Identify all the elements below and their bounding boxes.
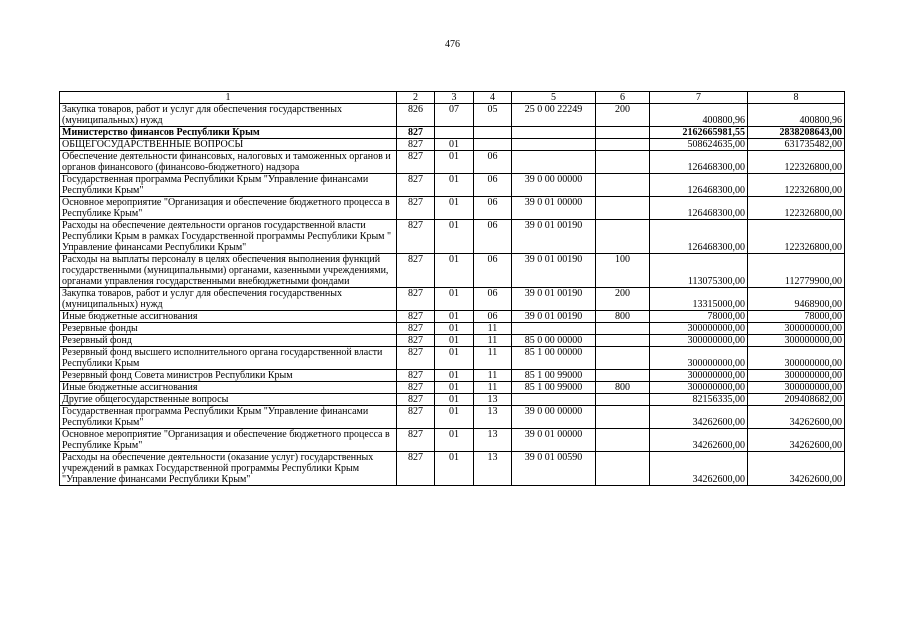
row-target-article-cell: 85 1 00 00000 (512, 347, 596, 370)
row-amount-year1-cell: 34262600,00 (650, 429, 748, 452)
row-amount-year2-cell: 122326800,00 (748, 197, 845, 220)
row-ministry-code-cell: 826 (397, 104, 435, 127)
row-expense-type-cell (596, 347, 650, 370)
row-name-cell: Резервный фонд высшего исполнительного органа государственной власти Республики Крым (60, 347, 397, 370)
row-expense-type-cell (596, 406, 650, 429)
row-expense-type-cell (596, 151, 650, 174)
table-row (60, 394, 845, 406)
row-ministry-code-cell: 827 (397, 347, 435, 370)
row-name-cell: Резервные фонды (60, 323, 397, 335)
table-row (60, 288, 845, 311)
row-section-cell: 01 (435, 394, 474, 406)
row-section-cell: 01 (435, 370, 474, 382)
row-target-article-cell: 39 0 01 00000 (512, 429, 596, 452)
row-ministry-code-cell: 827 (397, 323, 435, 335)
header-cell-6: 6 (596, 92, 650, 104)
table-row (60, 452, 845, 486)
row-expense-type-cell (596, 197, 650, 220)
row-expense-type-cell (596, 139, 650, 151)
header-cell-7: 7 (650, 92, 748, 104)
row-ministry-code-cell: 827 (397, 406, 435, 429)
row-ministry-code-cell: 827 (397, 370, 435, 382)
row-ministry-code-cell: 827 (397, 311, 435, 323)
row-amount-year1-cell: 300000000,00 (650, 323, 748, 335)
row-target-article-cell: 85 0 00 00000 (512, 335, 596, 347)
row-amount-year2-cell: 78000,00 (748, 311, 845, 323)
row-ministry-code-cell: 827 (397, 139, 435, 151)
row-ministry-code-cell: 827 (397, 127, 435, 139)
row-subsection-cell: 06 (474, 288, 512, 311)
row-name-cell: Расходы на обеспечение деятельности органов государственной власти Республики Крым в рамках Государственной программы Республики Крым " Управление финансами Республики Крым" (60, 220, 397, 254)
row-amount-year2-cell: 112779900,00 (748, 254, 845, 288)
row-name-cell: Основное мероприятие "Организация и обеспечение бюджетного процесса в Республике Крым" (60, 197, 397, 220)
row-target-article-cell: 39 0 01 00190 (512, 254, 596, 288)
row-section-cell: 01 (435, 254, 474, 288)
row-subsection-cell: 06 (474, 174, 512, 197)
row-target-article-cell: 39 0 01 00000 (512, 197, 596, 220)
row-expense-type-cell (596, 429, 650, 452)
row-section-cell (435, 127, 474, 139)
row-amount-year1-cell: 126468300,00 (650, 197, 748, 220)
row-target-article-cell: 39 0 01 00190 (512, 220, 596, 254)
table-row (60, 347, 845, 370)
row-name-cell: Обеспечение деятельности финансовых, налоговых и таможенных органов и органов финансового (финансово-бюджетного) надзора (60, 151, 397, 174)
table-row (60, 311, 845, 323)
row-amount-year2-cell: 122326800,00 (748, 151, 845, 174)
row-ministry-code-cell: 827 (397, 288, 435, 311)
row-subsection-cell: 13 (474, 394, 512, 406)
row-target-article-cell: 39 0 00 00000 (512, 174, 596, 197)
row-name-cell: Резервный фонд Совета министров Республики Крым (60, 370, 397, 382)
table-body (60, 92, 845, 486)
row-expense-type-cell: 200 (596, 288, 650, 311)
row-subsection-cell: 06 (474, 197, 512, 220)
row-subsection-cell (474, 127, 512, 139)
page-number: 476 (445, 39, 460, 50)
row-subsection-cell: 13 (474, 452, 512, 486)
header-cell-1: 1 (60, 92, 397, 104)
row-ministry-code-cell: 827 (397, 220, 435, 254)
row-target-article-cell: 39 0 01 00190 (512, 288, 596, 311)
row-amount-year1-cell: 126468300,00 (650, 174, 748, 197)
header-cell-5: 5 (512, 92, 596, 104)
row-expense-type-cell (596, 220, 650, 254)
table-row (60, 174, 845, 197)
row-target-article-cell: 39 0 01 00190 (512, 311, 596, 323)
row-subsection-cell: 11 (474, 323, 512, 335)
row-amount-year2-cell: 34262600,00 (748, 429, 845, 452)
row-subsection-cell: 06 (474, 151, 512, 174)
row-subsection-cell: 06 (474, 220, 512, 254)
row-section-cell: 07 (435, 104, 474, 127)
row-target-article-cell: 39 0 00 00000 (512, 406, 596, 429)
row-target-article-cell (512, 127, 596, 139)
row-subsection-cell: 11 (474, 347, 512, 370)
row-expense-type-cell: 200 (596, 104, 650, 127)
row-amount-year2-cell: 631735482,00 (748, 139, 845, 151)
table-row (60, 104, 845, 127)
row-ministry-code-cell: 827 (397, 197, 435, 220)
table-row (60, 382, 845, 394)
row-amount-year1-cell: 300000000,00 (650, 335, 748, 347)
table-row (60, 151, 845, 174)
row-target-article-cell (512, 323, 596, 335)
row-target-article-cell (512, 139, 596, 151)
row-name-cell: Государственная программа Республики Крым "Управление финансами Республики Крым" (60, 174, 397, 197)
header-cell-8: 8 (748, 92, 845, 104)
header-cell-2: 2 (397, 92, 435, 104)
row-section-cell: 01 (435, 335, 474, 347)
row-section-cell: 01 (435, 174, 474, 197)
row-section-cell: 01 (435, 311, 474, 323)
row-section-cell: 01 (435, 429, 474, 452)
row-ministry-code-cell: 827 (397, 335, 435, 347)
row-amount-year1-cell: 34262600,00 (650, 406, 748, 429)
row-subsection-cell: 11 (474, 370, 512, 382)
row-expense-type-cell (596, 174, 650, 197)
row-section-cell: 01 (435, 220, 474, 254)
table-row (60, 323, 845, 335)
row-amount-year1-cell: 400800,96 (650, 104, 748, 127)
row-subsection-cell: 13 (474, 406, 512, 429)
row-subsection-cell: 11 (474, 382, 512, 394)
row-name-cell: Иные бюджетные ассигнования (60, 311, 397, 323)
row-subsection-cell: 11 (474, 335, 512, 347)
row-amount-year1-cell: 34262600,00 (650, 452, 748, 486)
row-target-article-cell: 85 1 00 99000 (512, 382, 596, 394)
row-name-cell: Закупка товаров, работ и услуг для обеспечения государственных (муниципальных) нужд (60, 288, 397, 311)
row-name-cell: Расходы на выплаты персоналу в целях обеспечения выполнения функций государственными (муниципальными) органами, казенными учреждениями, органами управления государственными внебюджетными фондами (60, 254, 397, 288)
row-ministry-code-cell: 827 (397, 452, 435, 486)
row-expense-type-cell (596, 335, 650, 347)
row-expense-type-cell: 100 (596, 254, 650, 288)
row-amount-year2-cell: 300000000,00 (748, 335, 845, 347)
table-row (60, 370, 845, 382)
table-row (60, 335, 845, 347)
row-ministry-code-cell: 827 (397, 429, 435, 452)
row-section-cell: 01 (435, 323, 474, 335)
row-ministry-code-cell: 827 (397, 382, 435, 394)
row-target-article-cell (512, 394, 596, 406)
row-amount-year2-cell: 122326800,00 (748, 220, 845, 254)
table-row (60, 220, 845, 254)
header-cell-4: 4 (474, 92, 512, 104)
row-amount-year2-cell: 400800,96 (748, 104, 845, 127)
row-name-cell: ОБЩЕГОСУДАРСТВЕННЫЕ ВОПРОСЫ (60, 139, 397, 151)
row-amount-year1-cell: 508624635,00 (650, 139, 748, 151)
row-target-article-cell: 25 0 00 22249 (512, 104, 596, 127)
row-section-cell: 01 (435, 347, 474, 370)
table-row (60, 139, 845, 151)
row-amount-year2-cell: 300000000,00 (748, 370, 845, 382)
row-amount-year1-cell: 300000000,00 (650, 370, 748, 382)
table-row (60, 406, 845, 429)
row-target-article-cell: 85 1 00 99000 (512, 370, 596, 382)
row-name-cell: Другие общегосударственные вопросы (60, 394, 397, 406)
row-amount-year2-cell: 300000000,00 (748, 323, 845, 335)
row-subsection-cell: 05 (474, 104, 512, 127)
row-expense-type-cell (596, 394, 650, 406)
row-amount-year1-cell: 300000000,00 (650, 347, 748, 370)
row-amount-year2-cell: 300000000,00 (748, 382, 845, 394)
row-amount-year2-cell: 209408682,00 (748, 394, 845, 406)
row-section-cell: 01 (435, 452, 474, 486)
table-row (60, 254, 845, 288)
row-amount-year2-cell: 34262600,00 (748, 452, 845, 486)
row-expense-type-cell: 800 (596, 311, 650, 323)
table-row (60, 429, 845, 452)
row-section-cell: 01 (435, 139, 474, 151)
row-expense-type-cell (596, 323, 650, 335)
row-subsection-cell: 06 (474, 311, 512, 323)
row-expense-type-cell (596, 370, 650, 382)
row-amount-year1-cell: 300000000,00 (650, 382, 748, 394)
row-amount-year1-cell: 82156335,00 (650, 394, 748, 406)
row-name-cell: Государственная программа Республики Крым "Управление финансами Республики Крым" (60, 406, 397, 429)
row-amount-year1-cell: 2162665981,55 (650, 127, 748, 139)
row-subsection-cell: 06 (474, 254, 512, 288)
row-amount-year1-cell: 126468300,00 (650, 220, 748, 254)
row-expense-type-cell: 800 (596, 382, 650, 394)
row-target-article-cell: 39 0 01 00590 (512, 452, 596, 486)
row-amount-year1-cell: 78000,00 (650, 311, 748, 323)
row-expense-type-cell (596, 452, 650, 486)
table-row (60, 197, 845, 220)
row-ministry-code-cell: 827 (397, 254, 435, 288)
row-amount-year1-cell: 13315000,00 (650, 288, 748, 311)
row-section-cell: 01 (435, 288, 474, 311)
row-expense-type-cell (596, 127, 650, 139)
row-name-cell: Расходы на обеспечение деятельности (оказание услуг) государственных учреждений в рамках Государственной программы Республики Крым "Управление финансами Республики Крым" (60, 452, 397, 486)
row-subsection-cell: 13 (474, 429, 512, 452)
row-ministry-code-cell: 827 (397, 394, 435, 406)
row-amount-year2-cell: 2838208643,00 (748, 127, 845, 139)
row-section-cell: 01 (435, 406, 474, 429)
header-cell-3: 3 (435, 92, 474, 104)
row-amount-year1-cell: 113075300,00 (650, 254, 748, 288)
row-name-cell: Иные бюджетные ассигнования (60, 382, 397, 394)
row-target-article-cell (512, 151, 596, 174)
row-amount-year2-cell: 9468900,00 (748, 288, 845, 311)
row-name-cell: Закупка товаров, работ и услуг для обеспечения государственных (муниципальных) нужд (60, 104, 397, 127)
table-row (60, 127, 845, 139)
budget-table (59, 91, 845, 486)
row-amount-year2-cell: 122326800,00 (748, 174, 845, 197)
row-section-cell: 01 (435, 151, 474, 174)
row-name-cell: Министерство финансов Республики Крым (60, 127, 397, 139)
table-header-row (60, 92, 845, 104)
row-subsection-cell (474, 139, 512, 151)
row-section-cell: 01 (435, 197, 474, 220)
row-amount-year2-cell: 34262600,00 (748, 406, 845, 429)
row-ministry-code-cell: 827 (397, 174, 435, 197)
row-section-cell: 01 (435, 382, 474, 394)
row-amount-year1-cell: 126468300,00 (650, 151, 748, 174)
row-ministry-code-cell: 827 (397, 151, 435, 174)
row-amount-year2-cell: 300000000,00 (748, 347, 845, 370)
row-name-cell: Резервный фонд (60, 335, 397, 347)
row-name-cell: Основное мероприятие "Организация и обеспечение бюджетного процесса в Республике Крым" (60, 429, 397, 452)
